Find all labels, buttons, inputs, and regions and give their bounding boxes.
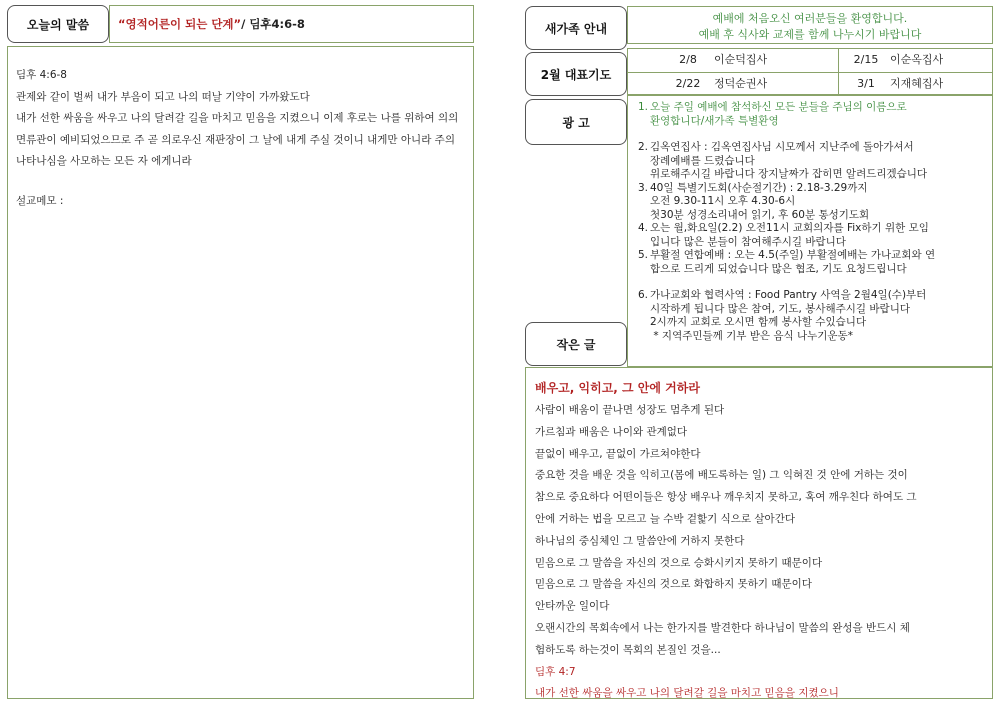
scripture-box xyxy=(7,46,474,699)
announcement-line: 오늘 주일 예배에 참석하신 모든 분들을 주님의 이름으로 xyxy=(650,101,907,113)
announcement-number: 6. xyxy=(638,289,649,301)
short-writing-line: 참으로 중요하다 어떤이들은 항상 배우나 깨우치지 못하고, 혹여 깨우친다 하여도 그 xyxy=(535,491,917,504)
newcomer-line: 예배 후 식사와 교제를 함께 나누시기 바랍니다 xyxy=(698,28,922,41)
short-writing-line: 하나님의 중심체인 그 말씀안에 거하지 못한다 xyxy=(535,534,745,547)
announcement-line: 부활절 연합예배 : 오는 4.5(주일) 부활절예배는 가나교회와 연 xyxy=(650,249,936,261)
announcement-line: 40일 특별기도회(사순절기간) : 2.18-3.29까지 xyxy=(650,181,868,194)
short-writing-line: 중요한 것을 배운 것을 익히고(몸에 배도록하는 일) 그 익혀진 것 안에 거하는 것이 xyxy=(535,469,908,482)
sermon-reference: / 딤후4:6-8 xyxy=(241,17,305,31)
announcement-number: 2. xyxy=(638,141,649,153)
announcement-line: 오전 9.30-11시 오후 4.30-6시 xyxy=(650,195,796,207)
announcements-tab-label: 광 고 xyxy=(562,115,590,130)
prayer-leader: 이순덕집사 xyxy=(714,53,768,66)
tab-representative-prayer xyxy=(525,52,627,96)
prayer-date: 2/22 xyxy=(675,77,701,90)
sermon-memo-label: 설교메모 : xyxy=(16,194,64,207)
prayer-date: 2/15 xyxy=(853,53,879,66)
sermon-title: “영적어른이 되는 단계” xyxy=(118,17,242,31)
announcement-item xyxy=(638,141,982,182)
announcement-line: * 지역주민들께 기부 받은 음식 나누기운동* xyxy=(650,329,853,342)
short-writing-tab-label: 작은 글 xyxy=(556,337,596,352)
verse-reference: 딤후 4:7 xyxy=(535,665,576,678)
scripture-line: 딤후 4:6-8 xyxy=(16,69,67,81)
announcement-number: 5. xyxy=(638,249,649,261)
tab-todays-word xyxy=(7,5,109,43)
announcement-line: 합으로 드리게 되었습니다 많은 협조, 기도 요청드립니다 xyxy=(650,262,907,275)
newcomer-tab-label: 새가족 안내 xyxy=(544,21,608,36)
short-writing-line: 안타까운 일이다 xyxy=(535,600,610,613)
announcement-item xyxy=(638,182,982,223)
newcomer-welcome-box xyxy=(627,6,993,44)
table-row xyxy=(628,49,992,72)
announcement-item xyxy=(638,249,982,276)
scripture-line: 내가 선한 싸움을 싸우고 나의 달려갈 길을 마치고 믿음을 지켰으니 이제 후로는 나를 위하여 의의 xyxy=(16,112,459,124)
announcement-line: 오는 월,화요일(2.2) 오전11시 교회의자를 Fix하기 위한 모임 xyxy=(650,222,929,234)
short-writing-line: 오랜시간의 목회속에서 나는 한가지를 발견한다 하나님이 말씀의 완성을 반드시 체 xyxy=(535,621,910,634)
tab-short-writing xyxy=(525,322,627,366)
short-writing-line: 험하도록 하는것이 목회의 본질인 것을... xyxy=(535,643,721,656)
verse-text: 내가 선한 싸움을 싸우고 나의 달려갈 길을 마치고 믿음을 지켰으니 xyxy=(535,687,839,700)
prayer-leader: 이순옥집사 xyxy=(890,53,944,66)
prayer-leader: 정덕순권사 xyxy=(714,77,768,90)
prayer-schedule-table xyxy=(627,48,993,95)
announcements-box xyxy=(627,95,993,367)
sermon-title-box xyxy=(109,5,474,43)
short-writing-line: 믿음으로 그 말씀을 자신의 것으로 화합하지 못하기 때문이다 xyxy=(535,578,812,591)
todays-word-label: 오늘의 말씀 xyxy=(26,17,90,32)
announcement-line: 첫30분 성경소리내어 읽기, 후 60분 통성기도회 xyxy=(650,208,870,221)
announcement-line: 가나교회와 협력사역 : Food Pantry 사역을 2월4일(수)부터 xyxy=(650,289,927,301)
announcement-line: 장례예배를 드렸습니다 xyxy=(650,154,755,167)
tab-announcements xyxy=(525,99,627,145)
scripture-line: 나타나심을 사모하는 모든 자 에게니라 xyxy=(16,155,192,167)
prayer-date: 3/1 xyxy=(857,77,875,90)
prayer-leader: 지재혜집사 xyxy=(890,77,944,90)
announcement-number: 1. xyxy=(638,101,649,113)
tab-newcomer-guide xyxy=(525,6,627,50)
newcomer-line: 예배에 처음오신 여러분들을 환영합니다. xyxy=(712,12,908,25)
short-writing-line: 끝없이 배우고, 끝없이 가르쳐야한다 xyxy=(535,447,701,460)
announcement-line: 위로해주시길 바랍니다 장지날짜가 잡히면 알려드리겠습니다 xyxy=(650,168,928,180)
short-writing-title: 배우고, 익히고, 그 안에 거하라 xyxy=(535,381,700,395)
short-writing-line: 사람이 배움이 끝나면 성장도 멈추게 된다 xyxy=(535,404,725,416)
short-writing-line: 가르침과 배움은 나이와 관계없다 xyxy=(535,425,688,438)
prayer-tab-label: 2월 대표기도 xyxy=(540,67,612,82)
scripture-line: 관제와 같이 벌써 내가 부음이 되고 나의 떠날 기약이 가까왔도다 xyxy=(16,90,310,103)
prayer-date: 2/8 xyxy=(679,53,697,66)
short-writing-box xyxy=(525,367,993,699)
announcement-line: 환영합니다/새가족 특별환영 xyxy=(650,114,779,127)
announcement-item xyxy=(638,222,982,249)
announcement-number: 4. xyxy=(638,222,649,234)
announcement-line: 시작하게 됩니다 많은 참여, 기도, 봉사해주시길 바랍니다 xyxy=(650,302,910,315)
announcement-line: 2시까지 교회로 오시면 함께 봉사할 수있습니다 xyxy=(650,316,867,328)
short-writing-line: 믿음으로 그 말씀을 자신의 것으로 승화시키지 못하기 때문이다 xyxy=(535,556,823,569)
table-row xyxy=(628,73,992,96)
scripture-line: 면류관이 예비되었으므로 주 곧 의로우신 재판장이 그 날에 내게 주실 것이니 내게만 아니라 주의 xyxy=(16,133,455,146)
announcement-line: 입니다 많은 분들이 참여해주시길 바랍니다 xyxy=(650,235,846,248)
announcement-line: 김옥연집사 : 김옥연집사님 시모께서 지난주에 돌아가셔서 xyxy=(650,141,914,153)
announcement-number: 3. xyxy=(638,181,649,194)
short-writing-line: 안에 거하는 법을 모르고 늘 수박 겉핥기 식으로 살아간다 xyxy=(535,512,795,525)
announcement-item xyxy=(638,289,982,343)
announcement-item xyxy=(638,101,982,128)
